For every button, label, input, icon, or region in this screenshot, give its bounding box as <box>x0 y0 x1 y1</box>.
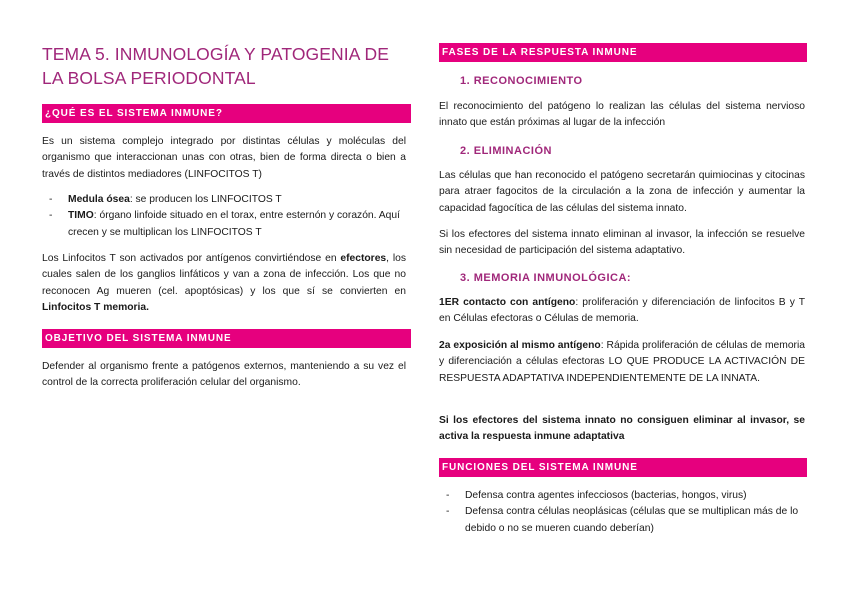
section-header-what-is: ¿QUÉ ES EL SISTEMA INMUNE? <box>42 104 411 123</box>
lymphocyte-paragraph: Los Linfocitos T son activados por antígenos convirtiéndose en efectores, los cuales salen de los ganglios linfáticos y van a zona de infección. Los que no reconocen Ag mueren (cel. apoptósicas) y los que sí se convierten en Linfocitos T memoria. <box>42 253 406 314</box>
list-item-timo: - TIMO: órgano linfoide situado en el torax, entre esternón y corazón. Aquí crecen y se multiplican los LINFOCITOS T <box>42 208 408 241</box>
objective-paragraph: Defender al organismo frente a patógenos externos, manteniendo a su vez el control de la correcta proliferación celular del organismo. <box>42 361 406 389</box>
phase-2-resolution-text: Si los efectores del sistema innato eliminan al invasor, la infección se resuelve sin necesidad de participación del sistema adaptativo. <box>439 229 805 257</box>
phase-3-title: 3. MEMORIA INMUNOLÓGICA: <box>460 272 632 284</box>
phase-1-title: 1. RECONOCIMIENTO <box>460 75 583 87</box>
organ-list <box>42 192 408 241</box>
adaptive-note: Si los efectores del sistema innato no consiguen eliminar al invasor, se activa la respuesta inmune adaptativa <box>439 415 805 443</box>
section-header-functions: FUNCIONES DEL SISTEMA INMUNE <box>439 458 807 477</box>
list-item-neoplastic: - Defensa contra células neoplásicas (células que se multiplican más de lo debido o no se mueren cuando deberían) <box>439 504 799 537</box>
phase-2-text: Las células que han reconocido el patógeno secretarán quimiocinas y citocinas para atraer fagocitos de la circulación a la zona de infección y aumentar la capacidad fagocítica de las células del sistema innato. <box>439 170 805 214</box>
functions-list <box>439 488 799 537</box>
section-header-phases: FASES DE LA RESPUESTA INMUNE <box>439 43 807 62</box>
page-title: TEMA 5. INMUNOLOGÍA Y PATOGENIA DE LA BOLSA PERIODONTAL <box>42 44 390 88</box>
list-item-medula: - Medula ósea: se producen los LINFOCITOS T <box>42 192 408 208</box>
phase-1-text: El reconocimiento del patógeno lo realizan las células del sistema nervioso innato que están próximas al lugar de la infección <box>439 101 805 129</box>
second-exposure-text: 2a exposición al mismo antígeno: Rápida proliferación de células de memoria y diferenciación a células efectoras LO QUE PRODUCE LA ACTIVACIÓN DE RESPUESTA ADAPTATIVA INDEPENDIENTEMENTE DE LA INNATA. <box>439 340 805 384</box>
intro-paragraph: Es un sistema complejo integrado por distintas células y moléculas del organismo que interaccionan unas con otras, bien de forma directa o bien a través de distintos mediadores (LINFOCITOS T) <box>42 136 406 180</box>
first-contact-text: 1ER contacto con antígeno: proliferación y diferenciación de linfocitos B y T en Células efectoras o Células de memoria. <box>439 297 805 325</box>
phase-2-title: 2. ELIMINACIÓN <box>460 145 552 157</box>
list-item-infectious: - Defensa contra agentes infecciosos (bacterias, hongos, virus) <box>439 488 799 504</box>
section-header-objective: OBJETIVO DEL SISTEMA INMUNE <box>42 329 411 348</box>
